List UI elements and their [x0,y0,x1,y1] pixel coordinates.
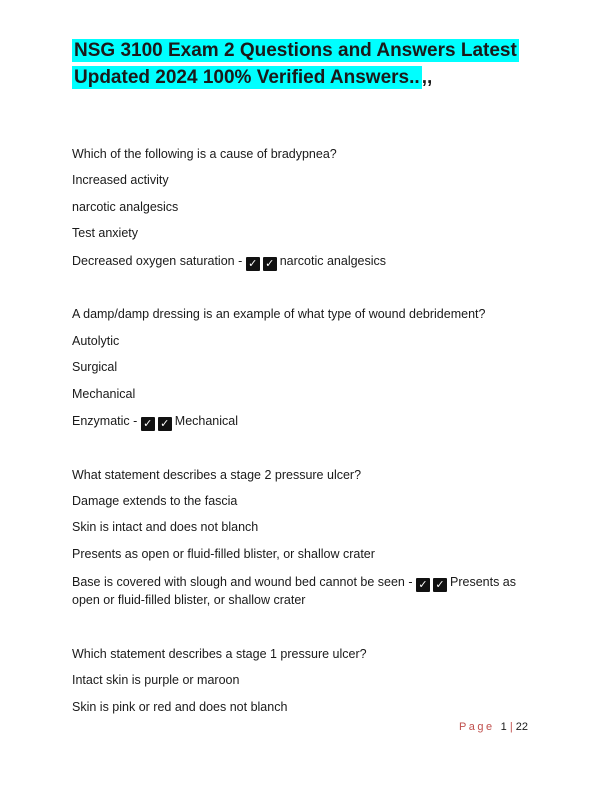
page-label: Page [458,721,495,733]
q1-last-option: Decreased oxygen saturation - [72,254,243,268]
q3-answer: Presents as open or fluid-filled blister, or shallow crater [72,575,517,607]
q3-option-1: Damage extends to the fascia [72,494,238,508]
q2-option-2: Surgical [72,360,118,374]
question-4: Which statement describes a stage 1 pressure ulcer? [72,647,367,661]
q2-answer: Mechanical [174,414,239,428]
q3-option-4-answer [72,574,532,608]
question-1: Which of the following is a cause of bradypnea? [72,147,337,161]
q1-option-3: Test anxiety [72,226,139,240]
document-title [72,37,517,91]
q3-last-option: Base is covered with slough and wound bed cannot be seen - [72,575,413,589]
page-number: 1 [500,721,507,733]
q2-option-1: Autolytic [72,334,120,348]
q1-option-1: Increased activity [72,173,169,187]
q1-option-2: narcotic analgesics [72,200,179,214]
title-line-2: Updated 2024 100% Verified Answers.. [74,67,420,88]
q3-option-3: Presents as open or fluid-filled blister, or shallow crater [72,547,375,561]
check-box-icon: ✓ [158,417,172,431]
total-pages: 22 [515,721,528,733]
page-separator: | [509,721,513,733]
title-trailing: ,, [421,67,433,88]
q4-option-2: Skin is pink or red and does not blanch [72,700,288,714]
check-box-icon: ✓ [263,257,277,271]
q1-option-4-answer [72,253,386,271]
question-2: A damp/damp dressing is an example of what type of wound debridement? [72,307,486,321]
check-box-icon: ✓ [433,578,447,592]
check-box-icon: ✓ [141,417,155,431]
q3-option-2: Skin is intact and does not blanch [72,520,259,534]
check-box-icon: ✓ [246,257,260,271]
q4-option-1: Intact skin is purple or maroon [72,673,240,687]
check-box-icon: ✓ [416,578,430,592]
q1-answer: narcotic analgesics [279,254,387,268]
q2-option-4-answer [72,413,238,431]
q2-option-3: Mechanical [72,387,136,401]
title-line-1: NSG 3100 Exam 2 Questions and Answers Latest [74,40,517,61]
q2-last-option: Enzymatic - [72,414,138,428]
question-3: What statement describes a stage 2 pressure ulcer? [72,468,362,482]
page-footer [459,721,528,733]
